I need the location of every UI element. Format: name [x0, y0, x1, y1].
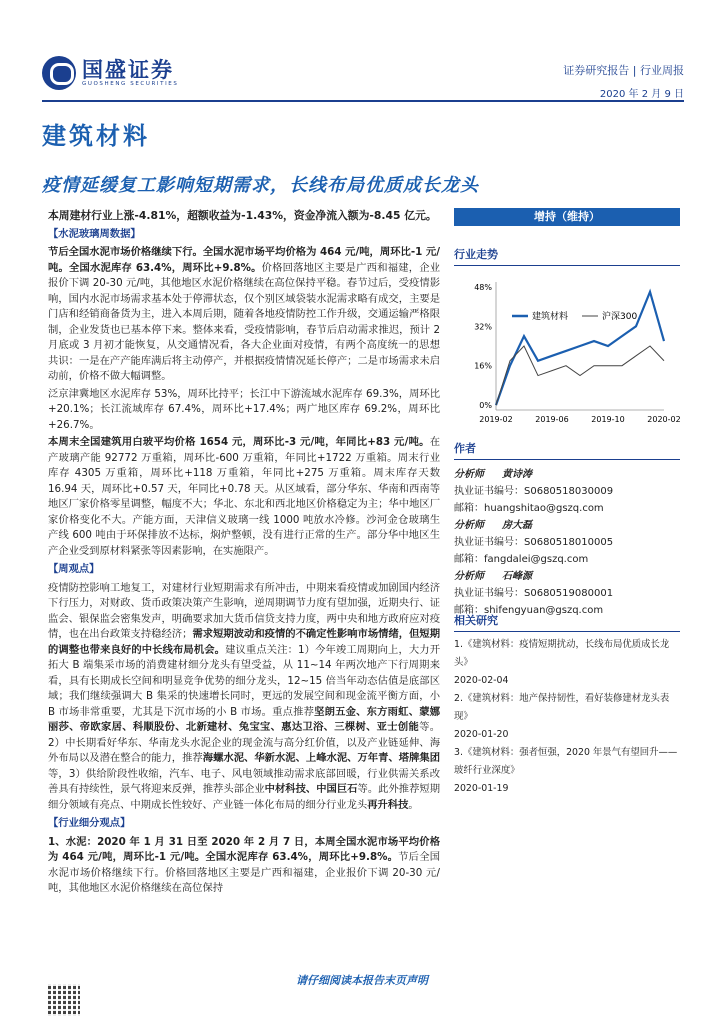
- qr-code-icon: [48, 984, 80, 1016]
- company-logo: [42, 56, 178, 90]
- report-type: 证券研究报告 | 行业周报: [563, 64, 684, 77]
- analyst-role: 分析师: [454, 520, 484, 531]
- legend-label-a: 建筑材料: [532, 312, 569, 322]
- sub-paragraph-1: 1、水泥：2020 年 1 月 31 日至 2020 年 2 月 7 日，本周全国水泥市场平均价格为 464 元/吨，周环比-1 元/吨。全国水泥库存 63.4%，周环比+9.8%。节后全国水泥市场价格继续下行。价格回落地区主要是广西和福建，企业报价下调 20-30 元/吨，其他地区水泥价格继续在高位保持: [48, 835, 441, 894]
- analyst-email[interactable]: 邮箱：shifengyuan@gszq.com: [454, 605, 604, 616]
- x-tick-label: 2019-06: [535, 415, 569, 424]
- legend-label-b: 沪深300: [602, 312, 638, 322]
- y-tick-label: 32%: [474, 322, 492, 332]
- analyst-role: 分析师: [454, 469, 484, 480]
- analyst-1: [454, 466, 680, 517]
- analyst-2: [454, 517, 680, 568]
- main-content: [48, 208, 440, 899]
- analyst-name: 房大磊: [502, 520, 532, 531]
- analyst-name: 黄诗涛: [502, 469, 532, 480]
- y-tick-label: 0%: [479, 401, 492, 411]
- headline: 疫情延缓复工影响短期需求，长线布局优质成长龙头: [42, 175, 479, 196]
- trend-chart: [454, 272, 680, 432]
- analyst-cert: 执业证书编号：S0680518030009: [454, 486, 614, 497]
- related-item-2[interactable]: 2.《建筑材料：地产保持韧性，看好装修建材龙头表现》 2020-01-20: [454, 693, 670, 740]
- glass-paragraph: 本周末全国建筑用白玻平均价格 1654 元，周环比-3 元/吨，年同比+83 元/吨。在产玻璃产能 92772 万重箱，周环比-600 万重箱，年同比+1722 万重箱。周末行业库存 4305 万重箱，周环比+118 万重箱，年同比+275 万重箱。周末库存天数 16.94 天，周环比+0.57 天，年同比+0.78 天。从区域看，部分华东、华南和西南等地区厂家价格零星调整，幅度不大；华北、东北和西北地区价格稳定为主；华中地区厂家价格变化不大。产能方面，天津信义玻璃一线 1000 吨放水冷修。沙河金仓玻璃生产线 600 吨由于环保排放不达标，焖炉整顿，没有进行正常的生产。部分华中地区生产企业受到原材料紧张等因素影响，在实施限产。: [48, 436, 440, 557]
- trend-section: [454, 246, 680, 435]
- related-item-1[interactable]: 1.《建筑材料：疫情短期扰动，长线布局优质成长龙头》 2020-02-04: [454, 639, 670, 686]
- analyst-name: 石峰源: [502, 571, 532, 582]
- analyst-cert: 执业证书编号：S0680518010005: [454, 537, 614, 548]
- y-tick-label: 48%: [474, 282, 492, 292]
- cement-paragraph-2: 泛京津冀地区水泥库存 53%，周环比持平；长江中下游流域水泥库存 69.3%，周环比+20.1%；长江流域库存 67.4%，周环比+17.4%；两广地区库存 69.2%，周环比+26.7%。: [48, 387, 440, 431]
- cement-paragraph-1: 节后全国水泥市场价格继续下行。全国水泥市场平均价格为 464 元/吨，周环比-1 元/吨。全国水泥库存 63.4%，周环比+9.8%。价格回落地区主要是广西和福建，企业报价下调 20-30 元/吨，其他地区水泥价格继续在高位保持平稳。春节过后，受疫情影响，国内水泥市场需求基本处于停滞状态，仅个别区域袋装水泥需求略有成交，主要是门店和经销商备货为主，进入本周后期，随着各地疫情防控工作升级，交通运输严格限制，企业发货也已基本停下来。整体来看，受疫情影响，春节后启动需求推迟，预计 2 月底或 3 月初才能恢复，从交通情况看，各大企业面对疫情，有两个高度统一的思想共识：一是在产产能库满后将主动停产，并根据疫情情况延长停产；二是市场需求未启动前，价格不做大幅调整。: [48, 246, 440, 382]
- header-divider: [42, 100, 684, 102]
- rating-badge: 增持（维持）: [454, 208, 680, 226]
- analyst-email[interactable]: 邮箱：huangshitao@gszq.com: [454, 503, 604, 514]
- authors-title: 作者: [454, 440, 680, 460]
- logo-name: 国盛证券: [82, 58, 174, 82]
- x-tick-label: 2020-02: [647, 415, 680, 424]
- series-line-2: [496, 346, 664, 405]
- chart-legend: [512, 310, 637, 322]
- logo-english: GUOSHENG SECURITIES: [82, 81, 179, 87]
- analyst-role: 分析师: [454, 571, 484, 582]
- summary: 本周建材行业上涨-4.81%，超额收益为-1.43%，资金净流入额为-8.45 亿元。: [48, 209, 437, 222]
- section-title-view: 【周观点】: [48, 563, 100, 575]
- related-section: [454, 612, 680, 798]
- view-paragraph: 疫情防控影响工地复工，对建材行业短期需求有所冲击，中期来看疫情或加剧国内经济下行压力，对财政、货币政策决策产生影响，逆周期调节力度有望加强，近期央行、证监会、银保监会密集发声，明确要求加大货币信贷支持力度，两中央和地方政府应对疫情，也在出台政策支持稳经济；需求短期波动和疫情的不确定性影响市场情绪，但短期的调整也带来良好的中长线布局机会。建议重点关注：1）今年竣工周期向上，大力开拓大 B 端集采市场的消费建材细分龙头有望受益，从 11~14 年两次地产下行周期来看，具有长期成长空间和明显竞争优势的细分龙头，12~15 倍当年动态估值是底部区域；我们继续强调大 B 集采的快速增长同时，更远的发展空间和现金流平衡方面，小 B 市场非常重要，尤其是下沉市场的小 B 市场。重点推荐坚朗五金、东方雨虹、蒙娜丽莎、帝欧家居、科顺股份、北新建材、兔宝宝、惠达卫浴、三棵树、亚士创能等。2）中长期看好华东、华南龙头水泥企业的现金流与高分红价值，以及产业链延伸、海外布局以及潜在整合的能力，推荐海螺水泥、华新水泥、上峰水泥、万年青、塔牌集团等，3）供给阶段性收缩，汽车、电子、风电领域推动需求底部回暖，行业供需关系改善具有持续性，景气将迎来反弹，推荐头部企业中材科技、中国巨石等。此外推荐短期细分领域有亮点、中期成长性较好、产业链一体化布局的细分行业龙头再升科技。: [48, 581, 441, 811]
- related-item-3[interactable]: 3.《建筑材料：强者恒强，2020 年景气有望回升——玻纤行业深度》 2020-01-19: [454, 747, 678, 794]
- industry-title: 建筑材料: [42, 122, 150, 150]
- related-title: 相关研究: [454, 612, 680, 632]
- footer-disclaimer: 请仔细阅读本报告末页声明: [296, 974, 428, 987]
- trend-title: 行业走势: [454, 246, 680, 266]
- logo-icon: [42, 56, 76, 90]
- x-tick-label: 2019-10: [591, 415, 625, 424]
- section-title-sub: 【行业细分观点】: [48, 817, 131, 829]
- report-date: 2020 年 2 月 9 日: [599, 89, 684, 100]
- y-tick-label: 16%: [474, 361, 492, 371]
- section-title-cement: 【水泥玻璃周数据】: [48, 227, 141, 240]
- analyst-cert: 执业证书编号：S0680519080001: [454, 588, 614, 599]
- x-tick-label: 2019-02: [479, 415, 513, 424]
- analyst-email[interactable]: 邮箱：fangdalei@gszq.com: [454, 554, 589, 565]
- authors-section: [454, 440, 680, 619]
